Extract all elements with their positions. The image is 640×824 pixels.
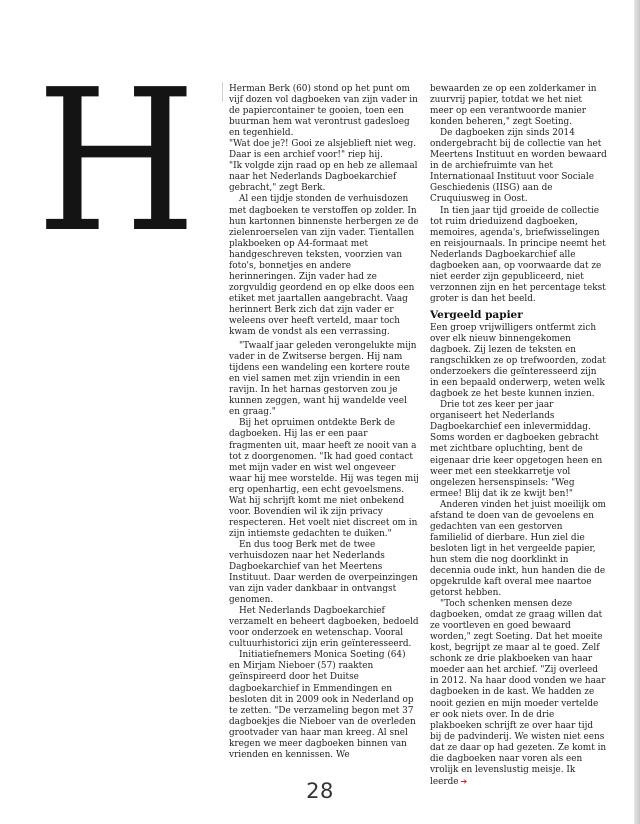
paragraph: Drie tot zes keer per jaar organiseert het Nederlands Dagboekarchief een inlevermiddag. Soms worden er dagboeken gebracht met zichtbare opluchting, bent de eigenaar drie keer opgetogen heen en weer met een steekkarretje vol ongelezen hersenspinsels: "Weg ermee! Blij dat ik ze kwijt ben!"	[430, 400, 603, 499]
paragraph: Anderen vinden het juist moeilijk om afstand te doen van de gevoelens en gedachten van een gestorven familielid of dierbare. Hun ziel die besloten ligt in het vergeelde papier, hun stem die nog doorklinkt in decennia oude inkt, hun handen die de opgekrulde kaft overal mee naartoe getorst hebben.	[430, 499, 606, 599]
paragraph: "Wat doe je?! Gooi ze alsjeblieft niet weg. Daar is een archief voor!" riep hij.	[229, 139, 417, 161]
paragraph: En dus toog Berk met de twee verhuisdozen naar het Nederlands Dagboekarchief van het Meertens Instituut. Daar werden de overpeinzingen van zijn vader dankbaar in ontvangst genomen.	[229, 539, 418, 606]
paragraph: Bij het opruimen ontdekte Berk de dagboeken. Hij las er een paar fragmenten uit, maar heeft ze nooit van a tot z doorgenomen. "Ik had goed contact met mijn vader en wist wel ongeveer waar hij mee worstelde. Hij was tegen mij erg openhartig, een echt gevoelsmens. Wat hij schrijft komt me niet onbekend voor. Bovendien wil ik zijn privacy respecteren. Het voelt niet discreet om in zijn intiemste gedachten te duiken."	[229, 418, 419, 539]
paragraph: "Twaalf jaar geleden verongelukte mijn vader in de Zwitserse bergen. Hij nam tijdens een wandeling een kortere route en viel samen met zijn vriendin in een ravijn. In het harnas gestorven zou je kunnen zeggen, want hij wandelde veel en graag."	[229, 341, 417, 418]
paragraph: Herman Berk (60) stond op het punt om vijf dozen vol dagboeken van zijn vader in de papiercontainer te gooien, toen een buurman hem wat verontrust gadesloeg en tegenhield.	[229, 84, 418, 139]
paragraph-text: "Toch schenken mensen deze dagboeken, omdat ze graag willen dat ze voortleven en goed bewaard worden," zegt Soeting. Dat het moeite kost, begrijpt ze maar al te goed. Zelf schonk ze drie plakboeken van haar moeder aan het archief. "Zij overleed in 2012. Na haar dood vonden we haar dagboeken in de kast. We hadden ze nooit gezien en mijn moeder vertelde er ook niets over. In de drie plakboeken schrijft ze over haar tijd bij de padvinderij. We wisten niet eens dat ze daar op had gezeten. Ze komt in die dagboeken naar voren als een vrolijk en levenslustig meisje. Ik leerde	[430, 599, 607, 787]
drop-cap: H	[36, 48, 195, 276]
paragraph: In tien jaar tijd groeide de collectie tot ruim drieduizend dagboeken, memoires, agenda's, briefwisselingen en reisjournaals. In principe neemt het Nederlands Dagboekarchief alle dagboeken aan, op voorwaarde dat ze niet eerder zijn gepubliceerd, niet verzonnen zijn en het percentage tekst groter is dan het beeld.	[430, 205, 606, 304]
continue-arrow-icon: ➔	[460, 776, 468, 786]
paragraph: Het Nederlands Dagboekarchief verzamelt en beheert dagboeken, bedoeld voor onderzoek en wetenschap. Vooral cultuurhistorici zijn erin geïnteresseerd.	[229, 606, 419, 650]
paragraph: bewaarden ze op een zolderkamer in zuurvrij papier, totdat we het niet meer op een verantwoorde manier konden beheren," zegt Soeting.	[430, 84, 597, 128]
paragraph: Initiatiefnemers Monica Soeting (64) en Mirjam Nieboer (57) raakten geïnspireerd door het Duitse dagboekarchief in Emmendingen en besloten dit in 2009 ook in Nederland op te zetten. "De verzameling begon met 37 dagboekjes die Nieboer van de overleden grootvader van haar man kreeg. Al snel kregen we meer dagboeken binnen van vrienden en kennissen. We	[229, 650, 416, 760]
page-number: 28	[306, 779, 334, 803]
paragraph-last	[430, 599, 607, 788]
text-column-1	[229, 84, 419, 761]
paragraph: Een groep vrijwilligers ontfermt zich over elk nieuw binnengekomen dagboek. Zij lezen de teksten en rangschikken ze op trefwoorden, zodat onderzoekers die geïnteresseerd zijn in een bepaald onderwerp, weten welk dagboek ze het beste kunnen inzien.	[430, 322, 606, 400]
page-edge	[634, 0, 640, 824]
text-column-2	[430, 84, 607, 788]
paragraph: Al een tijdje stonden de verhuisdozen met dagboeken te verstoffen op zolder. In hun kartonnen binnenste herbergen ze de zielenroerselen van zijn vader. Tientallen plakboeken op A4-formaat met handgeschreven teksten, voorzien van foto's, bonnetjes en andere herinneringen. Zijn vader had ze zorgvuldig geordend en op elke doos een etiket met jaartallen aangebracht. Vaag herinnert Berk zich dat zijn vader er weleens over heeft verteld, maar toch kwam de vondst als een verrassing.	[229, 194, 419, 338]
section-subhead: Vergeeld papier	[430, 308, 523, 321]
paragraph: "Ik volgde zijn raad op en heb ze allemaal naar het Nederlands Dagboekarchief gebracht," zegt Berk.	[229, 161, 418, 194]
paragraph: De dagboeken zijn sinds 2014 ondergebracht bij de collectie van het Meertens Instituut en worden bewaard in de archiefruimte van het Internationaal Instituut voor Sociale Geschiedenis (IISG) aan de Cruquiusweg in Oost.	[430, 128, 607, 205]
